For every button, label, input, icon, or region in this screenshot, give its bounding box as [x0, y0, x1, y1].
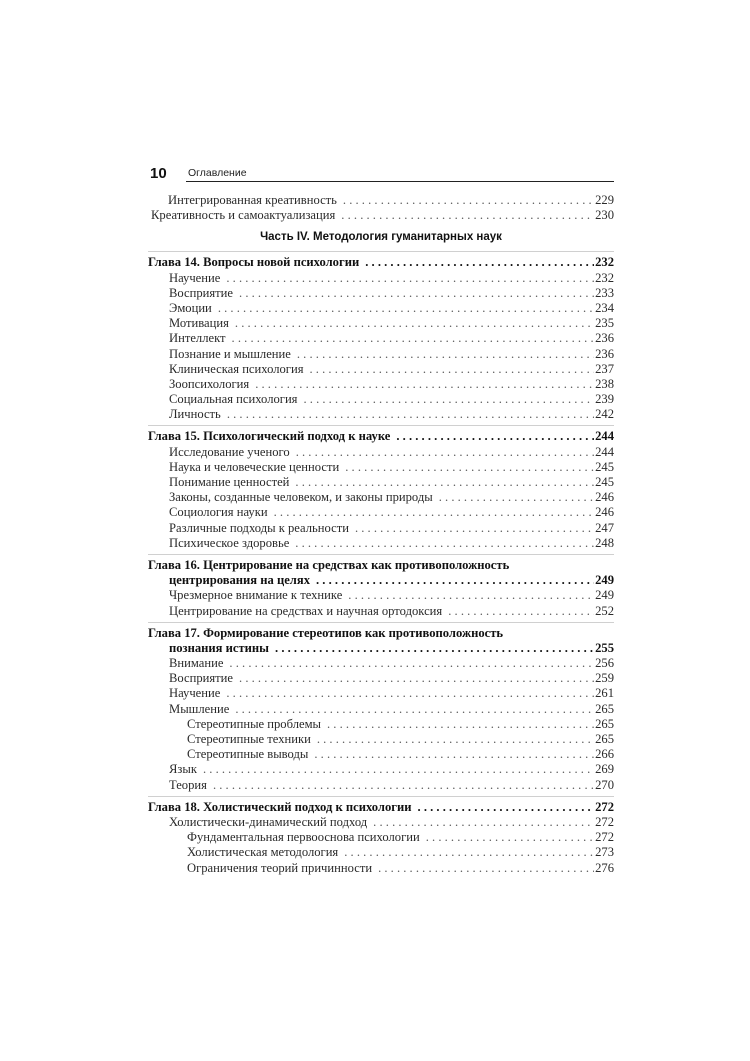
toc-entry-page: 245: [595, 475, 614, 489]
leader-dots: [327, 717, 594, 732]
toc-entry-title: Стереотипные проблемы: [187, 716, 321, 731]
toc-entry-page: 265: [595, 732, 614, 746]
leader-dots: [227, 407, 594, 422]
leader-dots: [232, 331, 595, 346]
page-header: [146, 165, 614, 185]
leader-dots: [317, 732, 594, 747]
toc-entry[interactable]: [148, 362, 614, 377]
leader-dots: [426, 830, 594, 845]
leader-dots: [239, 671, 594, 686]
toc-entry[interactable]: [148, 604, 614, 619]
toc-entry-page: 246: [595, 490, 614, 505]
toc-entry-title: Внимание: [169, 656, 224, 671]
toc-entry-page: 273: [595, 845, 614, 860]
toc-entry-page: 269: [595, 762, 614, 777]
toc-entry-page: 265: [595, 701, 614, 716]
toc-entry-title: Различные подходы к реальности: [169, 520, 349, 535]
leader-dots: [275, 641, 594, 656]
toc-entry-page: 235: [595, 316, 614, 331]
header-rule: [186, 181, 614, 182]
leader-dots: [345, 460, 594, 475]
section-divider: [148, 554, 614, 555]
leader-dots: [226, 271, 594, 286]
toc-entry-title: Холистическая методология: [187, 845, 339, 860]
toc-entry-page: 229: [595, 193, 614, 207]
toc-entry-title: Личность: [169, 407, 221, 422]
chapter-page: 272: [595, 799, 614, 814]
leader-dots: [396, 429, 594, 444]
toc-entry[interactable]: [148, 505, 614, 520]
chapter-title: Глава 18. Холистический подход к психологии: [148, 799, 412, 814]
toc-entry-title: Чрезмерное внимание к технике: [169, 588, 343, 603]
toc-entry-page: 242: [595, 407, 614, 422]
toc-entry-title: Исследование ученого: [169, 444, 290, 459]
toc-entry-title: Холистически-динамический подход: [169, 814, 368, 829]
toc-entry-title: Социология науки: [169, 505, 268, 520]
toc-entry-title: Фундаментальная первооснова психологии: [187, 830, 420, 845]
leader-dots: [365, 255, 594, 270]
toc-entry-page: 230: [595, 208, 614, 223]
toc-entry-title: Психическое здоровье: [169, 535, 290, 550]
toc-entry-title: Язык: [169, 762, 197, 777]
leader-dots: [297, 347, 594, 362]
toc-subentry[interactable]: [148, 732, 614, 747]
toc-entry-page: 232: [595, 270, 614, 285]
toc-entry-title: Законы, созданные человеком, и законы природы: [169, 490, 433, 505]
toc-entry-title: Центрирование на средствах и научная ортодоксия: [169, 603, 443, 618]
toc-entry-page: 238: [595, 376, 614, 391]
section-divider: [148, 425, 614, 426]
chapter-heading-line1[interactable]: Глава 17. Формирование стереотипов как противоположность: [148, 625, 504, 640]
part-title: Часть IV. Методология гуманитарных наук: [260, 231, 502, 244]
toc-entry-title: Зоопсихология: [169, 376, 250, 391]
leader-dots: [203, 762, 594, 777]
toc-entry[interactable]: [148, 347, 614, 362]
toc-entry-page: 256: [595, 656, 614, 671]
running-title: Оглавление: [188, 167, 247, 179]
toc-entry-page: 236: [595, 331, 614, 346]
leader-dots: [343, 193, 594, 208]
toc-entry[interactable]: [148, 686, 614, 701]
toc-entry[interactable]: [148, 377, 614, 392]
leader-dots: [296, 445, 594, 460]
toc-entry[interactable]: [148, 490, 614, 505]
toc-entry-page: 239: [595, 392, 614, 407]
toc-entry-page: 237: [595, 361, 614, 376]
toc-entry-title: Мотивация: [169, 316, 229, 331]
toc-entry[interactable]: [148, 815, 614, 830]
leader-dots: [341, 208, 594, 223]
leader-dots: [226, 686, 594, 701]
toc-entry-title: Восприятие: [169, 671, 234, 686]
toc-entry-page: 261: [595, 686, 614, 701]
section-divider: [148, 251, 614, 252]
toc-entry[interactable]: [148, 762, 614, 777]
toc-entry-title: Эмоции: [169, 300, 212, 315]
toc-entry-page: 276: [595, 860, 614, 875]
chapter-heading[interactable]: [148, 573, 614, 588]
leader-dots: [314, 747, 594, 762]
leader-dots: [303, 392, 594, 407]
leader-dots: [235, 702, 594, 717]
toc-entry[interactable]: [148, 475, 614, 490]
leader-dots: [218, 301, 594, 316]
toc-entry[interactable]: [148, 407, 614, 422]
chapter-title: Глава 14. Вопросы новой психологии: [148, 255, 360, 270]
table-of-contents: [148, 193, 614, 876]
toc-entry-title: Ограничения теорий причинности: [187, 860, 373, 875]
toc-subentry[interactable]: [148, 845, 614, 860]
toc-entry-page: 234: [595, 300, 614, 315]
toc-entry[interactable]: [148, 521, 614, 536]
leader-dots: [295, 536, 594, 551]
leader-dots: [344, 845, 594, 860]
toc-entry-title: Научение: [169, 686, 221, 701]
leader-dots: [355, 521, 594, 536]
chapter-title: Глава 15. Психологический подход к науке: [148, 429, 391, 444]
toc-entry-title: Восприятие: [169, 285, 234, 300]
toc-entry-page: 245: [595, 459, 614, 474]
toc-entry-page: 247: [595, 520, 614, 535]
toc-entry-title: Мышление: [169, 701, 230, 716]
chapter-heading-line1[interactable]: Глава 16. Центрирование на средствах как противоположность: [148, 557, 510, 572]
chapter-title-cont: познания истины: [169, 640, 270, 655]
toc-subentry[interactable]: [148, 747, 614, 762]
leader-dots: [255, 377, 594, 392]
toc-entry[interactable]: [148, 445, 614, 460]
toc-entry[interactable]: [148, 671, 614, 686]
toc-entry-title: Понимание ценностей: [169, 475, 290, 489]
chapter-heading[interactable]: [148, 641, 614, 656]
toc-entry-title: Теория: [169, 777, 207, 792]
leader-dots: [239, 286, 594, 301]
leader-dots: [348, 588, 594, 603]
chapter-heading[interactable]: [148, 800, 614, 815]
toc-entry[interactable]: [148, 656, 614, 671]
toc-entry[interactable]: [148, 778, 614, 793]
chapter-heading[interactable]: [148, 429, 614, 444]
toc-entry[interactable]: [148, 460, 614, 475]
toc-entry-title: Интеллект: [169, 331, 226, 346]
leader-dots: [229, 656, 594, 671]
leader-dots: [295, 475, 594, 490]
toc-entry[interactable]: [148, 271, 614, 286]
leader-dots: [274, 505, 595, 520]
toc-entry-page: 265: [595, 716, 614, 731]
toc-entry[interactable]: [148, 193, 614, 208]
toc-entry-page: 246: [595, 505, 614, 520]
toc-entry[interactable]: [148, 392, 614, 407]
leader-dots: [310, 362, 595, 377]
toc-entry-title: Познание и мышление: [169, 346, 291, 361]
toc-entry[interactable]: [148, 316, 614, 331]
toc-entry-page: 272: [595, 814, 614, 829]
toc-entry[interactable]: [148, 588, 614, 603]
chapter-page: 232: [595, 255, 614, 270]
page-number: 10: [150, 165, 167, 182]
leader-dots: [373, 815, 594, 830]
chapter-page: 244: [595, 429, 614, 444]
leader-dots: [448, 604, 594, 619]
toc-entry-title: Стереотипные техники: [187, 732, 311, 746]
toc-entry-page: 249: [595, 588, 614, 603]
leader-dots: [378, 861, 594, 876]
toc-entry[interactable]: [148, 208, 614, 223]
toc-entry-title: Интегрированная креативность: [168, 193, 337, 207]
toc-entry-page: 270: [595, 777, 614, 792]
toc-entry-page: 244: [595, 444, 614, 459]
toc-entry-page: 236: [595, 346, 614, 361]
leader-dots: [213, 778, 594, 793]
chapter-page: 249: [595, 573, 614, 588]
toc-entry[interactable]: [148, 536, 614, 551]
section-divider: [148, 796, 614, 797]
toc-entry-page: 233: [595, 285, 614, 300]
toc-subentry[interactable]: [148, 861, 614, 876]
toc-entry-page: 259: [595, 671, 614, 686]
toc-entry-page: 248: [595, 535, 614, 550]
leader-dots: [439, 490, 594, 505]
toc-subentry[interactable]: [148, 717, 614, 732]
toc-entry[interactable]: [148, 286, 614, 301]
toc-entry-title: Стереотипные выводы: [187, 747, 309, 762]
toc-entry-title: Научение: [169, 270, 221, 285]
toc-entry[interactable]: [148, 301, 614, 316]
chapter-heading[interactable]: [148, 255, 614, 270]
toc-subentry[interactable]: [148, 830, 614, 845]
leader-dots: [235, 316, 594, 331]
toc-entry-title: Социальная психология: [169, 392, 298, 407]
leader-dots: [316, 573, 594, 588]
toc-entry[interactable]: [148, 702, 614, 717]
chapter-page: 255: [595, 640, 614, 655]
toc-entry-page: 266: [595, 747, 614, 762]
toc-entry-title: Клиническая психология: [169, 361, 304, 376]
toc-entry-page: 252: [595, 603, 614, 618]
toc-entry-title: Креативность и самоактуализация: [151, 208, 336, 223]
section-divider: [148, 622, 614, 623]
toc-entry-page: 272: [595, 830, 614, 845]
toc-entry-title: Наука и человеческие ценности: [169, 459, 340, 474]
leader-dots: [418, 800, 595, 815]
chapter-title-cont: центрирования на целях: [169, 573, 310, 588]
toc-entry[interactable]: [148, 331, 614, 346]
